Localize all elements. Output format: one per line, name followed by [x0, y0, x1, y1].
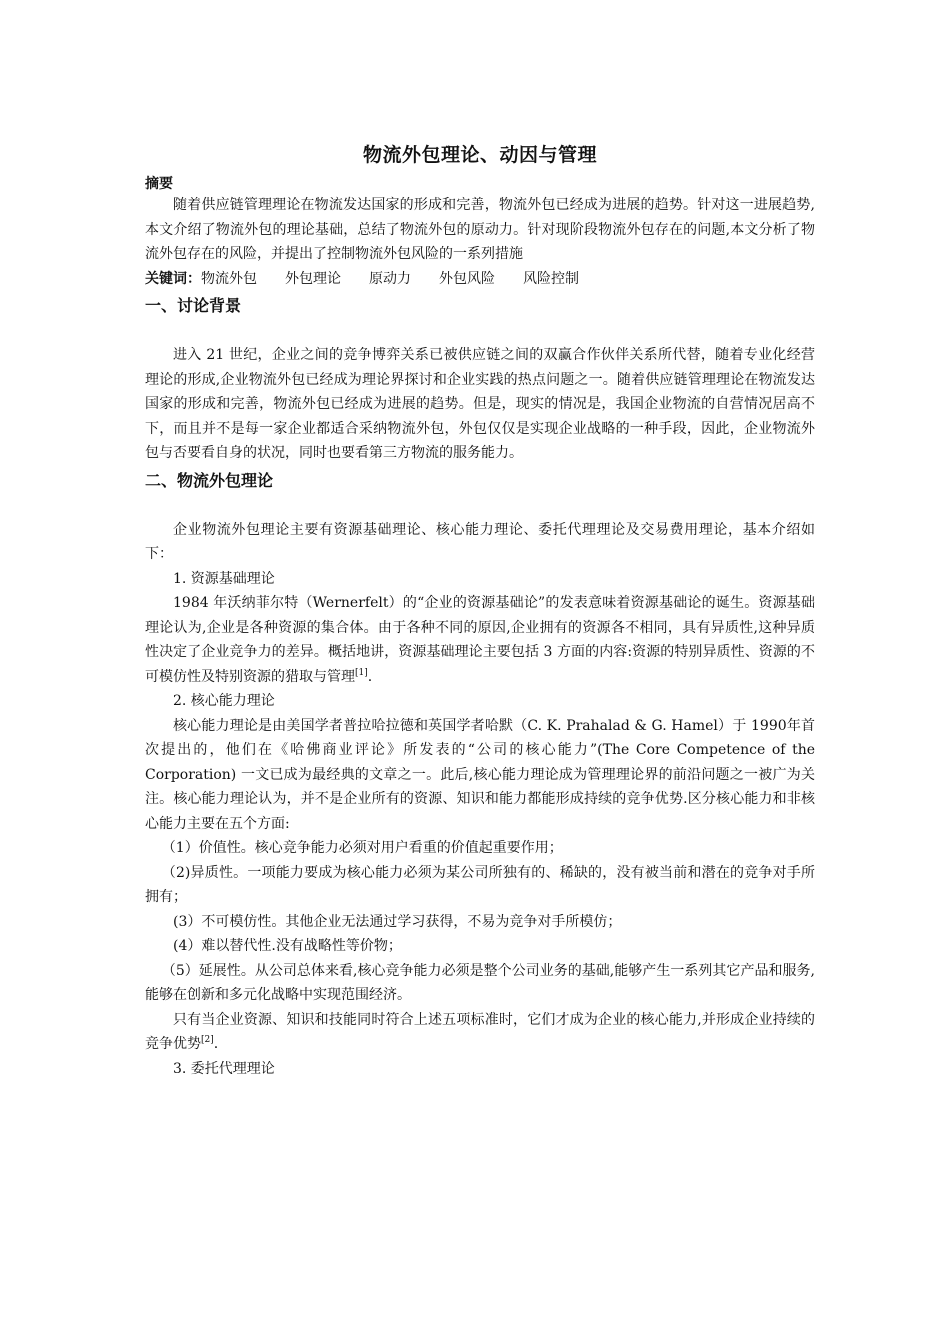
sentence-end: . [213, 1036, 219, 1052]
keyword-item: 物流外包 [201, 270, 257, 287]
keywords-row [145, 267, 815, 292]
list-item: (4）难以替代性.没有战略性等价物； [173, 938, 402, 954]
core-theory-paragraph: 核心能力理论是由美国学者普拉哈拉德和英国学者哈默（C. K. Prahalad & G. Hamel）于 1990年首次提出的，他们在《哈佛商业评论》所发表的“公司的核心能力”(The Core Competence of the Corporation) 一文已成为最经典的文章之一。此后,核心能力理论成为管理理论界的前沿问题之一被广为关注。核心能力理论认为，并不是企业所有的资源、知识和能力都能形成持续的竞争优势.区分核心能力和非核心能力主要在五个方面: [145, 717, 815, 832]
document-title: 物流外包理论、动因与管理 [362, 144, 597, 166]
keywords-label: 关键词： [145, 270, 201, 287]
theory-intro-paragraph: 企业物流外包理论主要有资源基础理论、核心能力理论、委托代理理论及交易费用理论，基本介绍如下： [145, 521, 815, 562]
keyword-item: 风险控制 [523, 270, 579, 287]
subsection-heading-agency: 3. 委托代理理论 [173, 1060, 275, 1077]
keyword-item: 外包风险 [439, 270, 495, 287]
resource-theory-text: 1984 年沃纳菲尔特（Wernerfelt）的“企业的资源基础论”的发表意味着资源基础论的诞生。资源基础理论认为,企业是各种资源的集合体。由于各种不同的原因,企业拥有的资源各不相同，具有异质性,这种异质性决定了企业竞争力的差异。概括地讲，资源基础理论主要包括 3 方面的内容:资源的特别异质性、资源的不可模仿性及特别资源的猎取与管理 [145, 595, 815, 685]
section-heading-background: 一、讨论背景 [145, 296, 242, 315]
list-item: （2)异质性。一项能力要成为核心能力必须为某公司所独有的、稀缺的，没有被当前和潜在的竞争对手所拥有； [145, 864, 815, 905]
subsection-heading-core: 2. 核心能力理论 [173, 693, 275, 709]
subsection-heading-resource: 1. 资源基础理论 [173, 570, 275, 587]
keyword-item: 外包理论 [285, 270, 341, 287]
section-background-paragraph: 进入 21 世纪，企业之间的竞争博弈关系已被供应链之间的双赢合作伙伴关系所代替，随着专业化经营理论的形成,企业物流外包已经成为理论界探讨和企业实践的热点问题之一。随着供应链管理理论在物流发达国家的形成和完善，物流外包已经成为进展的趋势。但是，现实的情况是，我国企业物流的自营情况居高不下，而且并不是每一家企业都适合采纳物流外包，外包仅仅是实现企业战略的一种手段，因此，企业物流外包与否要看自身的状况，同时也要看第三方物流的服务能力。 [145, 347, 815, 461]
abstract-label: 摘要 [145, 176, 173, 192]
citation-ref: [2] [201, 1035, 214, 1045]
list-item: (3）不可模仿性。其他企业无法通过学习获得，不易为竞争对手所模仿； [173, 913, 622, 930]
keyword-item: 原动力 [369, 270, 411, 287]
document-page [145, 140, 815, 1081]
resource-theory-paragraph [145, 591, 815, 689]
citation-ref: [1] [355, 667, 368, 678]
core-conclusion-text: 只有当企业资源、知识和技能同时符合上述五项标准时，它们才成为企业的核心能力,并形成企业持续的竞争优势 [145, 1011, 815, 1052]
sentence-end: . [367, 668, 373, 685]
core-conclusion-paragraph [145, 1008, 815, 1057]
list-item: （5）延展性。从公司总体来看,核心竞争能力必须是整个公司业务的基础,能够产生一系列其它产品和服务,能够在创新和多元化战略中实现范围经济。 [145, 962, 815, 1003]
list-item: （1）价值性。核心竞争能力必须对用户看重的价值起重要作用； [161, 840, 563, 856]
section-heading-theory: 二、物流外包理论 [145, 470, 274, 490]
abstract-text: 随着供应链管理理论在物流发达国家的形成和完善，物流外包已经成为进展的趋势。针对这一进展趋势,本文介绍了物流外包的理论基础，总结了物流外包的原动力。针对现阶段物流外包存在的问题,本文分析了物流外包存在的风险，并提出了控制物流外包风险的一系列措施 [145, 197, 815, 262]
